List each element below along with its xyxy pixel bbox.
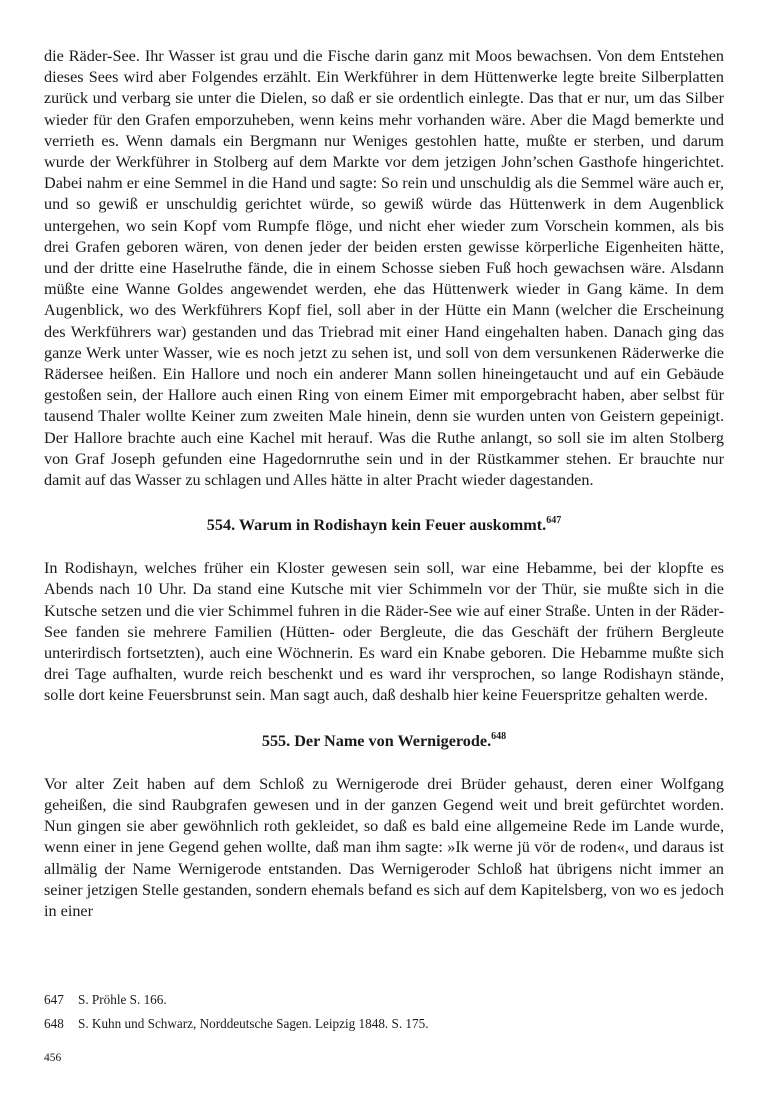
- paragraph-rodishayn: In Rodishayn, welches früher ein Kloster gewesen sein soll, war eine Hebamme, bei der klopfte es Abends nach 10 Uhr. Da stand eine Kutsche mit vier Schimmeln vor der Thür, sie mußte sich in die Kutsche setzen und die vier Schimmel fuhren in die Räder-See wie auf einer Straße. Unten in der Räder-See fanden sie mehrere Familien (Hütten- oder Bergleute, die das Geschäft der frühern Bergleute unterirdisch fortsetzten), auch eine Wöchnerin. Es ward ein Knabe geboren. Die Hebamme mußte sich drei Tage aufhalten, wurde reich beschenkt und es ward ihr versprochen, so lange Rodishayn stände, solle dort keine Feuersbrunst sein. Man sagt auch, daß deshalb hier keine Feuerspritze gehalten werde.: [44, 559, 724, 705]
- page-body: [44, 46, 724, 922]
- section-heading-555-text: 555. Der Name von Wernigerode.: [261, 731, 492, 750]
- section-heading-554-text: 554. Warum in Rodishayn kein Feuer auskommt.: [206, 516, 547, 535]
- footnote-text: S. Kuhn und Schwarz, Norddeutsche Sagen. Leipzig 1848. S. 175.: [78, 1016, 429, 1031]
- footnote-number: 647: [44, 992, 64, 1007]
- section-heading-554: [44, 515, 724, 536]
- section-heading-555: [44, 731, 724, 752]
- footnotes: [44, 988, 724, 1036]
- footnote-text: S. Pröhle S. 166.: [78, 992, 167, 1007]
- paragraph-wernigerode: Vor alter Zeit haben auf dem Schloß zu Wernigerode drei Brüder gehaust, deren einer Wolfgang geheißen, die sind Raubgrafen gewesen und in der ganzen Gegend weit und breit gefürchtet worden. Nun gingen sie aber gewöhnlich roth gekleidet, so daß es bald eine allgemeine Rede im Lande wurde, wenn einer in jene Gegend gehen wollte, daß man ihm sagte: »Ik werne jü vör de roden«, und daraus ist allmälig der Name Wernigerode entstanden. Das Wernigeroder Schloß hat übrigens nicht immer an seiner jetzigen Stelle gestanden, sondern ehemals befand es sich auf dem Kapitelsberg, von wo es jedoch in einer: [44, 774, 724, 920]
- footnote-item: [44, 1012, 724, 1036]
- footnote-ref-648[interactable]: 648: [491, 730, 507, 742]
- page-number: 456: [44, 1052, 62, 1064]
- paragraph-raeder-see: die Räder-See. Ihr Wasser ist grau und die Fische darin ganz mit Moos bewachsen. Von dem Entstehen dieses Sees wird aber Folgendes erzählt. Ein Werkführer in dem Hüttenwerke legte breite Silberplatten zurück und verbarg sie unter die Dielen, so daß er sie ordentlich einlegte. Das that er nur, um das Silber wieder für den Grafen emporzuheben, wenn keins mehr vorhanden wäre. Aber die Magd bemerkte und verrieth es. Wenn damals ein Bergmann nur Weniges gestohlen hatte, mußte er sterben, und darum wurde der Werkführer in Stolberg auf dem Markte vor dem jetzigen John’schen Gasthofe hingerichtet. Dabei nahm er eine Semmel in die Hand und sagte: So rein und unschuldig als die Semmel wäre auch er, und so gewiß er unschuldig gerichtet würde, so gewiß würde das Hüttenwerk in dem Augenblick untergehen, wo sein Kopf vom Rumpfe flöge, und nicht eher wieder zum Vorschein kommen, als bis drei Grafen geboren wären, von denen jeder der beiden ersten gewisse körperliche Eigenheiten hätte, und der dritte eine Haselruthe fände, die in einem Schosse sieben Fuß hoch gewachsen wäre. Alsdann müßte eine Wanne Goldes angewendet werden, ehe das Hüttenwerk wieder in Gang käme. In dem Augenblick, wo des Werkführers Kopf fiel, soll aber in der Hütte ein Mann (welcher die Erscheinung des Werkführers war) gestanden und das Triebrad mit einer Hand eingehalten haben. Danach ging das ganze Werk unter Wasser, wie es noch jetzt zu sehen ist, und soll von dem versunkenen Räderwerke die Rädersee heißen. Ein Hallore und noch ein anderer Mann sollen hineingetaucht und auf ein Gebäude gestoßen sein, der Hallore auch einen Ring von einem Eimer mit emporgebracht haben, aber selbst für tausend Thaler wollte Keiner zum zweiten Male hinein, denn sie wurden unten von Geistern gepeinigt. Der Hallore brachte auch eine Kachel mit herauf. Was die Ruthe anlangt, so soll sie im alten Stolberg von Graf Joseph gefunden eine Hagedornruthe sein und in der Rüstkammer stehen. Er brauchte nur damit auf das Wasser zu schlagen und Alles hätte in alter Pracht wieder dagestanden.: [44, 47, 724, 490]
- footnote-item: [44, 988, 724, 1012]
- footnote-number: 648: [44, 1016, 64, 1031]
- footnote-ref-647[interactable]: 647: [546, 515, 562, 527]
